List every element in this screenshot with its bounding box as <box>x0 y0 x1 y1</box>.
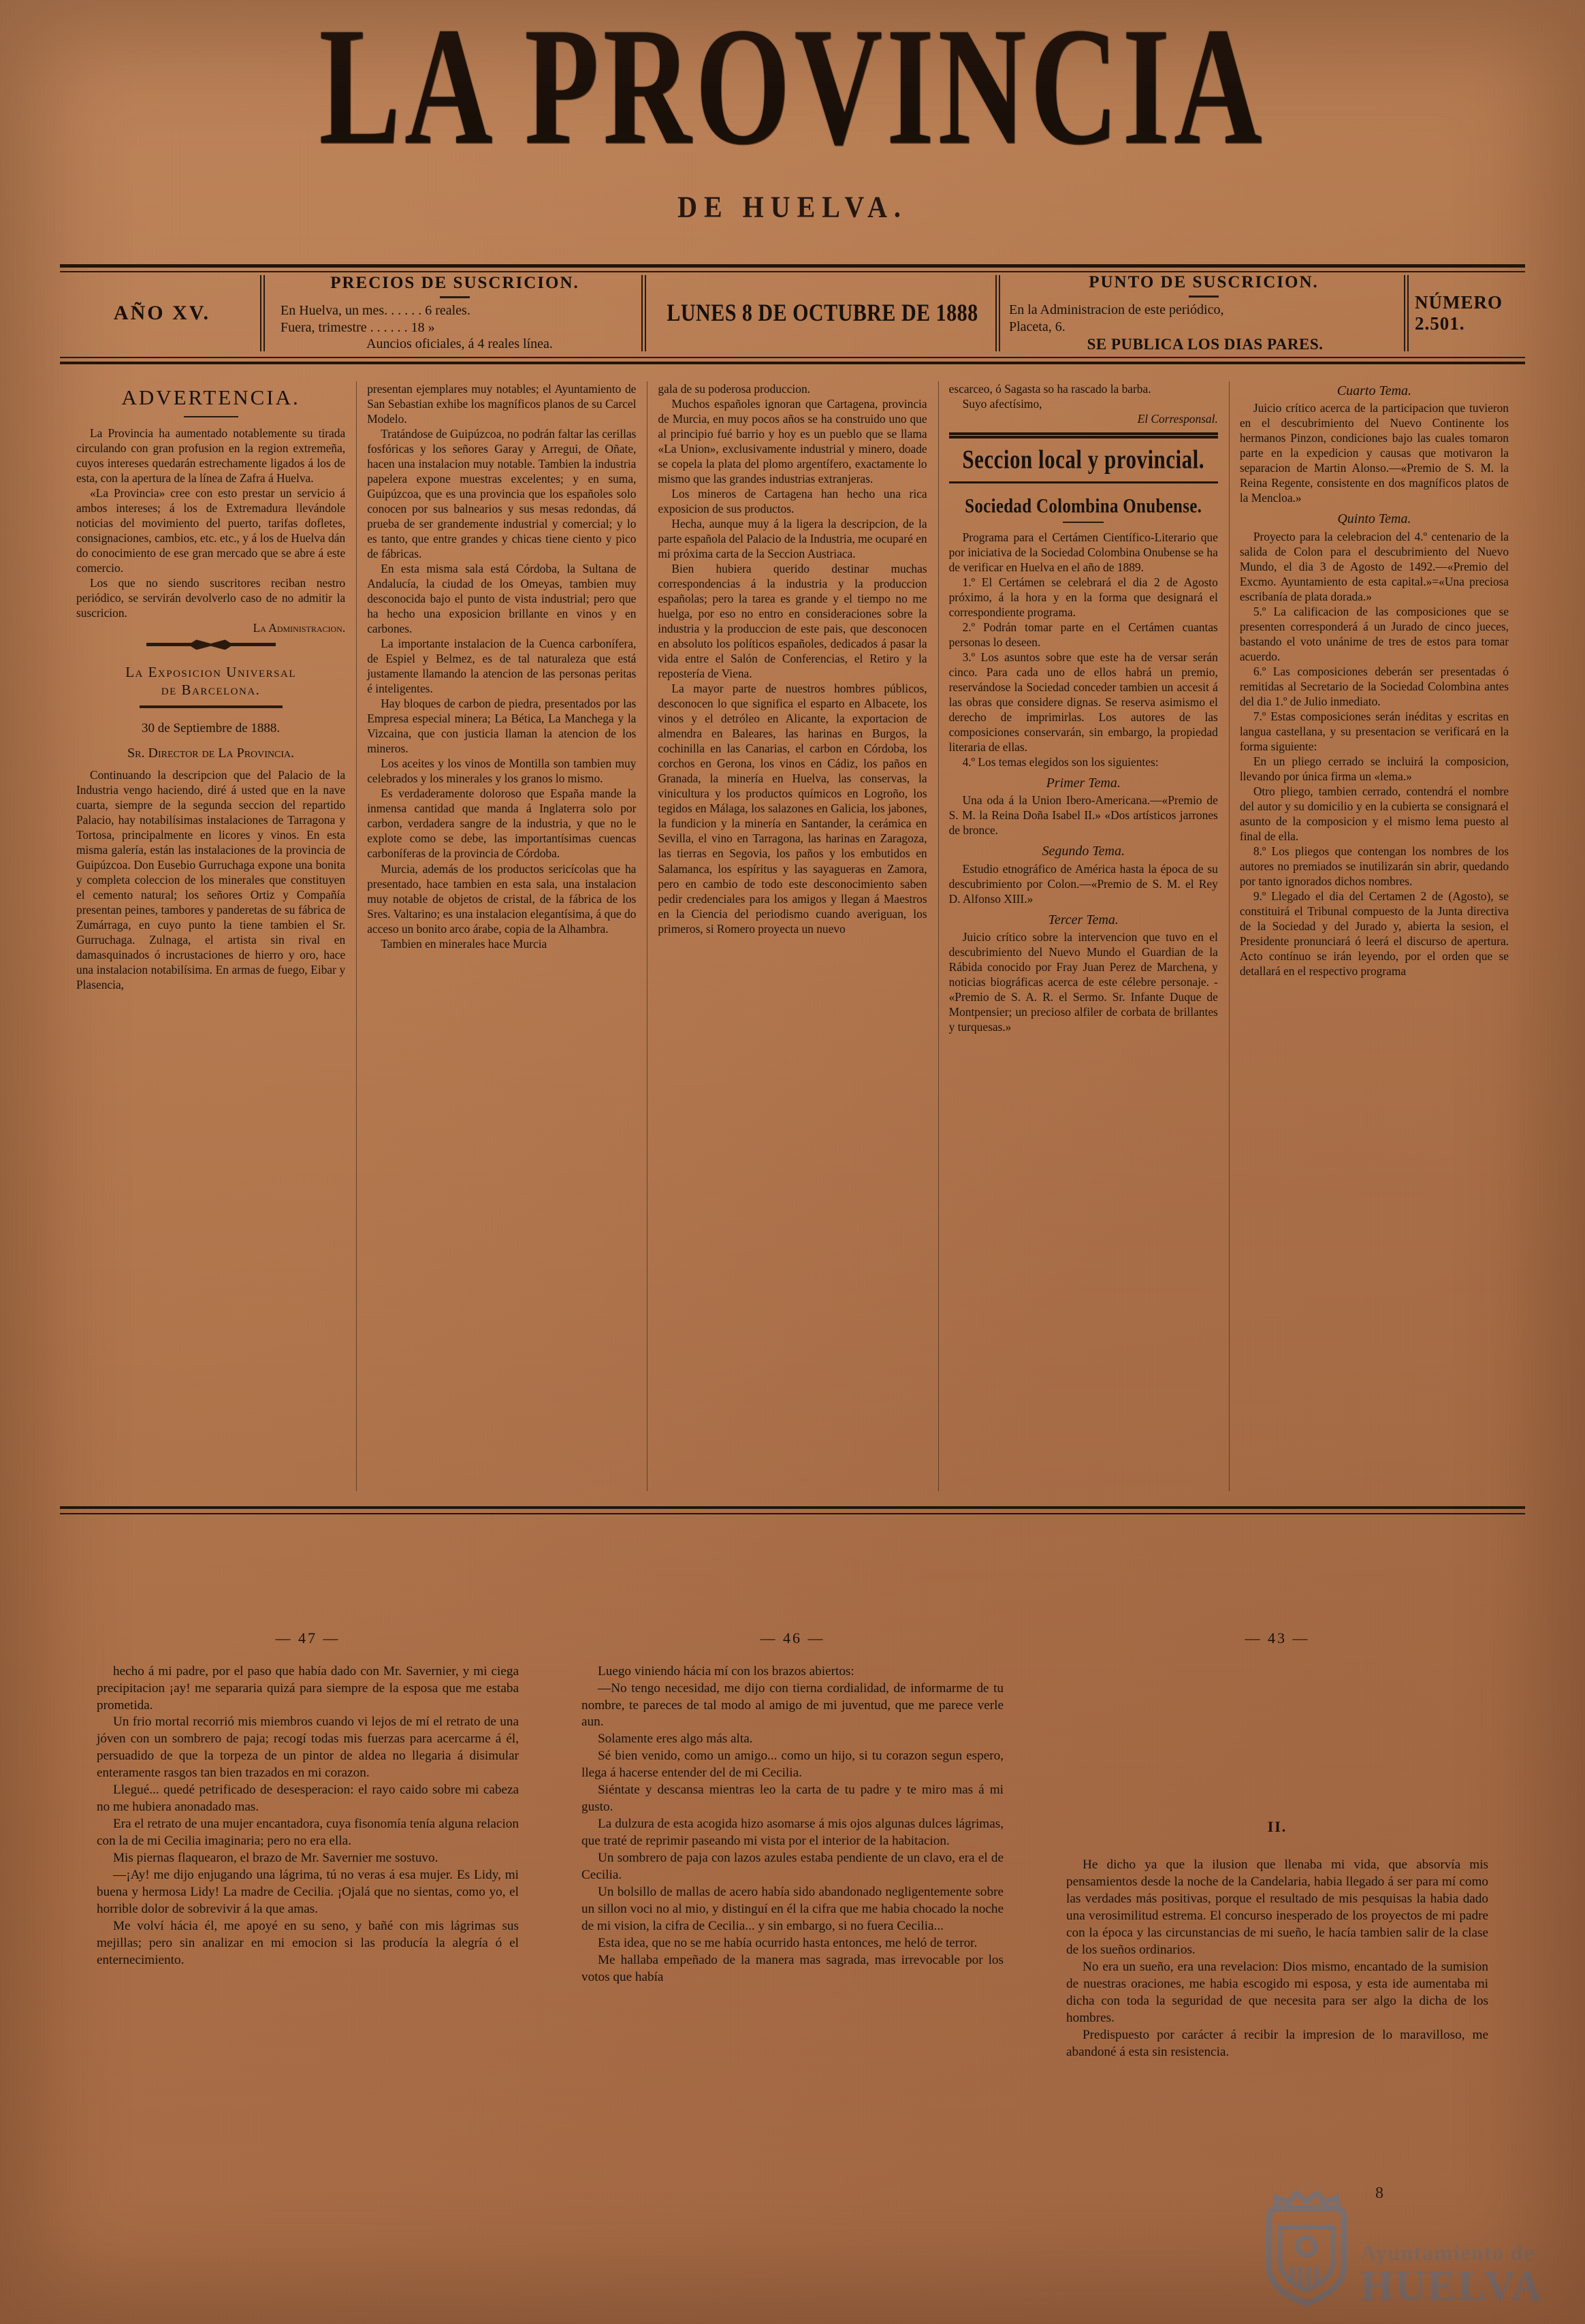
tema-text: Juicio crítico sobre la intervencion que tuvo en el descubrimiento del Nuevo Mundo el Guardian de la Rábida conocido por Fray Juan Perez de Marchena, y noticias biográficas acerca de este célebre personaje. - «Premio de S. A. R. el Sermo. Sr. Infante Duque de Montpensier; un precioso alfiler de corbata de brillantes y turquesas.» <box>948 930 1218 1034</box>
folletin-rule-top <box>60 1506 1525 1509</box>
main-columns <box>65 381 1520 1491</box>
paragraph: Continuando la descripcion que del Palacio de la Industria vengo haciendo, diré á usted que en la nave cuarta, siempre de la segunda seccion del repartido Palacio, hay notabilísimas instalaciones de Tarragona y Tortosa, principalmente en licores y vinos. En esta misma galería, están las instalaciones de la provincia de Guipúzcoa. Don Eusebio Gurruchaga expone una bonita y completa coleccion de los minerales que constituyen el cemento natural; los señores Ortiz y Compañía presentan peines, tambores y panderetas de su fábrica de Zumárraga, en cuyo punto la tiene tambien el Sr. Gurruchaga. Zulnaga, el artista sin rival en damasquinados ó incrustaciones de hierro y oro, hace una instalacion notabilísima. En armas de fuego, Eibar y Plasencia, <box>76 768 346 992</box>
tema-text: Proyecto para la celebracion del 4.º centenario de la salida de Colon para el descubrimiento del Nuevo Mundo, el dia 3 de Agosto de 1492.—«Premio del Excmo. Ayuntamiento de esta capital.»=«Una preciosa escribanía de plata dorada.» <box>1239 529 1509 603</box>
paragraph: La Provincia ha aumentado notablemente su tirada circulando con gran profusion en la region extremeña, cuyos intereses quedarán estrechamente ligados á los de esta, con la apertura de la línea de Zafra á Huelva. <box>76 426 346 486</box>
list-item: 5.º La calificacion de las composiciones que se presenten corresponderá á un Jurado de cinco jueces, bastando el voto unánime de tres de estos para tomar acuerdo. <box>1239 604 1509 663</box>
society-subheader: Sociedad Colombina Onubense. <box>965 495 1202 518</box>
paragraph: Bien hubiera querido destinar muchas correspondencias á la industria y la produccion españolas; pero la tarea es grande y el tiempo no me huelga, por eso no entro en consideraciones sobre la industria y la produccion de este pais, que desconocen en absoluto los políticos españoles, dedicados á pasar la vida entre el Salón de Conferencias, el Retiro y la repostería de Viena. <box>658 562 927 681</box>
paragraph: Siéntate y descansa mientras leo la carta de tu padre y te miro mas á mi gusto. <box>581 1783 1004 1815</box>
paragraph: Tratándose de Guipúzcoa, no podrán faltar las cerillas fosfóricas y los señores Garay y Arregui, de Oñate, hacen una instalacion muy notable. Tambien la industria papelera expone muestras excelentes; y en suma, Guipúzcoa, que es una provincia que los españoles solo conocen por sus balnearios y sus mesas redondas, dá prueba de ser grandemente industrial y comercial; y lo es tanto, que entre grandes y chicas tiene ciento y pico de fábricas. <box>367 427 637 561</box>
paragraph: Hay bloques de carbon de piedra, presentados por las Empresa especial minera; La Bética, La Manchega y la Vizcaina, que con justicia llaman la atencion de los mineros. <box>367 697 637 756</box>
banner-date-cell <box>645 272 999 354</box>
stamp-line-1: Ayuntamiento de <box>1360 2241 1535 2265</box>
newspaper-title: LA PROVINCIA <box>319 0 1266 180</box>
article-kicker-line1: La Exposicion Universal <box>125 664 297 681</box>
column-4 <box>938 381 1229 1491</box>
paragraph: —No tengo necesidad, me dijo con tierna cordialidad, de informarme de tu nombre, te pareces de tal modo al amigo de mi juventud, que me parece verle aun. <box>581 1681 1004 1730</box>
kicker-divider <box>140 705 283 708</box>
paragraph: Sé bien venido, como un amigo... como un hijo, si tu corazon segun espero, llega á hacerse entender del de mi Cecilia. <box>581 1749 1004 1781</box>
paragraph: escarceo, ó Sagasta so ha rascado la barba. <box>948 382 1151 396</box>
folletin-rule-bottom <box>60 1513 1525 1514</box>
chapter-number: II. <box>1267 1817 1287 1835</box>
paragraph: Tambien en minerales hace Murcia <box>381 936 547 951</box>
paragraph: presentan ejemplares muy notables; el Ayuntamiento de San Sebastian exhibe los magníficos planos de su Carcel Modelo. <box>367 382 637 426</box>
paragraph: Suyo afectísimo, <box>962 397 1042 411</box>
banner-year-cell <box>60 272 264 354</box>
blank-space <box>1066 1664 1488 1817</box>
folletin-column-left <box>65 1629 550 2276</box>
tema-heading: Segundo Tema. <box>1042 844 1125 859</box>
paragraph: No era un sueño, era una revelacion: Dios mismo, encantado de la sumision de nuestras oraciones, me habia escogido mi esposa, y esta ide aumentaba mi dicha con toda la seguridad de que necesita para ser algo la dicha de los hombres. <box>1066 1959 1488 2025</box>
folletin-column-middle <box>550 1629 1035 2276</box>
letter-date: 30 de Septiembre de 1888. <box>142 720 281 735</box>
masthead-rule-thick <box>60 264 1525 268</box>
paragraph: Esta idea, que no se me había ocurrido hasta entonces, me heló de terror. <box>598 1935 978 1950</box>
list-item: 8.º Los pliegos que contengan los nombres de los autores no premiados se inutilizarán sin abrir, quedando por tanto ignorados dichos nombres. <box>1239 844 1509 889</box>
paragraph: Murcia, además de los productos sericícolas que ha presentado, hace tambien en esta sala, una instalacion muy notable de objetos de cristal, de la fábrica de los Sres. Valtarino; es una instalacion elegantísima, á que do acceso un bonito arco árabe, copia de la Alhambra. <box>367 861 637 936</box>
folletin-page-number: — 47 — <box>275 1629 340 1646</box>
title-divider <box>184 416 238 417</box>
paragraph: Un sombrero de paja con lazos azules estaba pendiente de un clavo, era el de Cecilia. <box>581 1851 1004 1883</box>
paragraph: hecho á mi padre, por el paso que había dado con Mr. Savernier, y mi ciega precipitacion ¡ay! me separaria quizá para siempre de la esposa que me estaba prometida. <box>97 1664 519 1713</box>
paragraph: Un bolsillo de mallas de acero había sido abandonado negligentemente sobre un sillon voci no al mio, y distinguí en él la cifra que me habia chocado la noche de mi vision, la cifra de Cecilia... y sin embargo, si no fuera Cecilia... <box>581 1884 1004 1933</box>
tema-heading: Cuarto Tema. <box>1336 383 1412 398</box>
paragraph: Luego viniendo hácia mí con los brazos abiertos: <box>598 1664 854 1678</box>
price-line: Fuera, trimestre . . . . . . 18 » <box>281 319 435 335</box>
paragraph: «La Provincia» cree con esto prestar un servicio á ambos intereses; á los de Extremadura llevándole noticias del movimiento del puerto, tarifas dofletes, consignaciones, cambios, etc. etc., y á los de Huelva dán do conocimiento de ese gran mercado que se abre á este comercio. <box>76 486 346 575</box>
masthead <box>0 0 1585 224</box>
paragraph: Programa para el Certámen Científico-Literario que por iniciativa de la Sociedad Colombina Onubense se ha de verificar en Huelva en el año de 1889. <box>948 530 1218 574</box>
paragraph: Solamente eres algo más alta. <box>598 1732 753 1747</box>
paragraph: Los que no siendo suscritores reciban nestro periódico, se servirán devolverlo caso de no admitir la suscricion. <box>76 576 346 620</box>
paragraph: La dulzura de esta acogida hizo asomarse á mis ojos algunas dulces lágrimas, que traté de reprimir paseando mi vista por el interior de la habitacion. <box>581 1817 1004 1849</box>
tema-heading: Primer Tema. <box>1046 776 1121 791</box>
column-1 <box>65 381 356 1491</box>
paragraph: gala de su poderosa produccion. <box>658 382 810 396</box>
point-divider <box>1189 296 1219 298</box>
list-item: 9.º Llegado el dia del Certamen 2 de (Agosto), se constituirá el Tribunal compuesto de la Junta directiva de la Sociedad y del Jurado y, abierta la sesion, el Presidente pronunciará ó leerá el discurso de apertura. Acto contínuo se irán leyendo, por el orden que se detallará en el respectivo programa <box>1239 889 1509 978</box>
local-section-header: Seccion local y provincial. <box>962 444 1205 475</box>
price-line: Auncios oficiales, á 4 reales línea. <box>366 336 553 352</box>
list-item: 7.º Estas composiciones serán inéditas y escritas en langua castellana, y su presentacion se verificará en la forma siguiente: <box>1239 709 1509 753</box>
paragraph: Hecha, aunque muy á la ligera la descripcion, de la parte española del Palacio de la Industria, me ocuparé en mi próxima carta de la Seccion Austriaca. <box>658 517 927 561</box>
folletin-column-right <box>1035 1629 1520 2276</box>
paragraph: Me hallaba empeñado de la manera mas sagrada, mas irrevocable por los votos que había <box>581 1952 1004 1984</box>
tema-heading: Tercer Tema. <box>1048 912 1119 927</box>
section-rule-top <box>949 436 1218 439</box>
column-2 <box>356 381 647 1491</box>
paragraph: Llegué... quedé petrificado de desesperacion: el rayo caido sobre mi cabeza no me hubiera anonadado mas. <box>97 1783 519 1815</box>
publish-note: SE PUBLICA LOS DIAS PARES. <box>1087 336 1324 353</box>
folio-number: 8 <box>1375 2184 1383 2202</box>
issue-date: LUNES 8 DE OCTUBRE DE 1888 <box>667 299 978 327</box>
paragraph: Me volví hácia él, me apoyé en su seno, y bañé con mis lágrimas sus mejillas; pero sin analizar en mi emocion si las producía la alegría ó el enternecimiento. <box>97 1918 519 1967</box>
price-line: En Huelva, un mes. . . . . . 6 reales. <box>281 303 470 319</box>
paragraph: Los aceites y los vinos de Montilla son tambien muy celebrados y los minerales y los granos lo mismo. <box>367 757 637 786</box>
paragraph: Predispuesto por carácter á recibir la impresion de lo maravilloso, me abandoné á esta sin resistencia. <box>1066 2027 1488 2059</box>
banner-rule-bottom-thin <box>60 357 1525 358</box>
folletin-page-number: — 43 — <box>1245 1629 1310 1646</box>
list-item: 6.º Las composiciones deberán ser presentadas ó remitidas al Secretario de la Sociedad Colombina antes del dia 1.º de Julio inmediato. <box>1239 664 1509 708</box>
list-item: En un pliego cerrado se incluirá la composicion, llevando por única firma un «lema.» <box>1239 754 1509 783</box>
issue-number: NÚMERO 2.501. <box>1415 292 1503 334</box>
list-item: Otro pliego, tambien cerrado, contendrá el nombre del autor y su domicilio y en la cubierta se consignará el asunto de la composicion y el mismo lema puesto al final de ella. <box>1239 784 1509 844</box>
ornament-divider <box>146 643 276 646</box>
tema-heading: Quinto Tema. <box>1337 511 1411 527</box>
folletin-page-number: — 46 — <box>760 1629 825 1646</box>
prices-heading: PRECIOS DE SUSCRICION. <box>330 274 579 293</box>
paragraph: Un frio mortal recorrió mis miembros cuando vi lejos de mí el retrato de una jóven con un sombrero de paja; recogí todas mis fuerzas para acercarme á él, persuadido de que la torpeza de un pintor de aldea no llegaria á disimular enteramente rasgos tan bien trazados en mi corazon. <box>97 1715 519 1781</box>
stamp-line-2: HUELVA <box>1360 2263 1544 2310</box>
paragraph: La mayor parte de nuestros hombres públicos, desconocen lo que significa el esparto en Albacete, los vinos y el detróleo en Alicante, la exportacion de almendra en Baleares, las harinas en Burgos, la cochinilla en las Canarias, el carbon en Córdoba, los corchos en Gerona, los vinos en Cádiz, los paños en Granada, la minería en Huelva, las conservas, la vinicultura y los productos químicos en Logroño, los tegidos en Málaga, los salazones en Galicia, los jabones, la fundicion y la minería en Santander, la cerámica en Sevilla, el vino en Tarragona, las harinas en Zaragoza, las tierras en Segovia, los paños y los embutidos en Salamanca, los espíritus y las sayagueras en Zamora, pero en cambio de todo este desconocimiento saben pedir credenciales para los amigos y llegan á Maestros en la Ciencia del periodismo cuando averiguan, los primeros, si Romero proyecta un nuevo <box>658 682 927 936</box>
local-section-header-block <box>949 436 1218 483</box>
paragraph: La importante instalacion de la Cuenca carbonífera, de Espiel y Belmez, es de tal naturaleza que está justamente llamando la atencion de las personas peritas é inteligentes. <box>367 637 637 696</box>
letter-salutation: Sr. Director de La Provincia. <box>127 745 295 761</box>
paragraph: Es verdaderamente doloroso que España mande la inmensa cantidad que manda á Inglaterra solo por carbon, verdadera sangre de la industria, y que no le explote como se debe, las importantísimas cuencas carboníferas de la provincia de Córdoba. <box>367 786 637 861</box>
paragraph: Era el retrato de una mujer encantadora, cuya fisonomía tenía alguna relacion con la de mi Cecilia imaginaria; pero no era ella. <box>97 1817 519 1849</box>
point-line: En la Administracion de este periódico, <box>1009 302 1224 317</box>
newspaper-subtitle: DE HUELVA. <box>677 189 908 224</box>
paragraph: Los mineros de Cartagena han hecho una rica exposicion de sus productos. <box>658 487 927 516</box>
year-label: AÑO XV. <box>113 302 211 324</box>
list-item: 1.º El Certámen se celebrará el dia 2 de Agosto próximo, á la hora y en la forma que designará el correspondiente programa. <box>948 575 1218 619</box>
subheader-divider <box>1063 522 1104 523</box>
section-rule-bottom <box>949 481 1218 483</box>
article-kicker-line2: de Barcelona. <box>161 681 261 698</box>
banner-prices-cell <box>264 272 645 354</box>
paragraph: En esta misma sala está Córdoba, la Sultana de Andalucía, la ciudad de los Omeyas, tambien muy desconocida bajo el punto de vista industrial; pero que ha hecho una exposicion brillante en vinos y en carbones. <box>367 562 637 636</box>
banner-rule-bottom-thick <box>60 362 1525 364</box>
correspondent-signature: El Corresponsal. <box>1137 412 1218 426</box>
column-5 <box>1229 381 1520 1491</box>
tema-text: Una oda á la Union Ibero-Americana.—«Premio de S. M. la Reina Doña Isabel II.» «Dos artísticos jarrones de bronce. <box>948 793 1218 838</box>
banner-number-cell <box>1408 272 1525 354</box>
list-item: 4.º Los temas elegidos son los siguientes: <box>962 755 1159 769</box>
paragraph: —¡Ay! me dijo enjugando una lágrima, tú no veras á esa mujer. Es Lidy, mi buena y hermosa Lidy! La madre de Cecilia. ¡Ojalá que no sientas, como yo, el horrible dolor de sobrevivir á la que amas. <box>97 1868 519 1916</box>
tema-text: Juicio crítico acerca de la participacion que tuvieron en el descubrimiento del Nuevo Continente los hermanos Pinzon, condiciones bajo las cuales tomaron parte en la expedicion y causas que motivaron la separacion de Martin Alonso.—«Premio de S. M. la Reina Regente, consistente en dos magníficos platos de la Mencloa.» <box>1239 401 1509 505</box>
prices-divider <box>440 296 470 298</box>
folletin-section <box>65 1629 1520 2276</box>
paragraph: Muchos españoles ignoran que Cartagena, provincia de Murcia, en muy pocos años se ha construido uno que al principio fué barrio y hoy es un pueblo que se llama «La Union», exclusivamente industrial y minero, doade se copela la plata del plomo argentífero, exactamente lo mismo que las grandes industrias extranjeras. <box>658 397 927 486</box>
signature-administracion: La Administracion. <box>253 621 346 635</box>
advertencia-title: ADVERTENCIA. <box>121 385 300 409</box>
tema-text: Estudio etnográfico de América hasta la época de su descubrimiento por Colon.—«Premio de S. M. el Rey D. Alfonso XIII.» <box>948 861 1218 906</box>
paragraph: Mis piernas flaquearon, el brazo de Mr. Savernier me sostuvo. <box>113 1851 438 1866</box>
point-heading: PUNTO DE SUSCRICION. <box>1089 272 1319 291</box>
column-3 <box>647 381 938 1491</box>
masthead-banner <box>60 272 1525 354</box>
banner-point-cell <box>999 272 1408 354</box>
paragraph: He dicho ya que la ilusion que llenaba mi vida, que absorvía mis pensamientos desde la noche de la Candelaria, habia llegado á ser para mí como las verdades más positivas, porque el resultado de mis pesquisas la habia dado una verosimilitud estrema. El concurso inesperado de los proyectos de mi padre con la época y las circunstancias de mi sueño, le hacía tambien salir de la clase de los sueños ordinarios. <box>1066 1858 1488 1957</box>
list-item: 2.º Podrán tomar parte en el Certámen cuantas personas lo deseen. <box>948 620 1218 649</box>
list-item: 3.º Los asuntos sobre que este ha de versar serán cinco. Para cada uno de ellos habrá un premio, reservándose la Sociedad conceder tambien un accesit á las obras que considere dignas. Se reserva asimismo el derecho de imprimirlas. Los autores de las composiciones conservarán, sin embargo, la propiedad literaria de ellas. <box>948 650 1218 754</box>
point-line: Placeta, 6. <box>1009 319 1066 334</box>
